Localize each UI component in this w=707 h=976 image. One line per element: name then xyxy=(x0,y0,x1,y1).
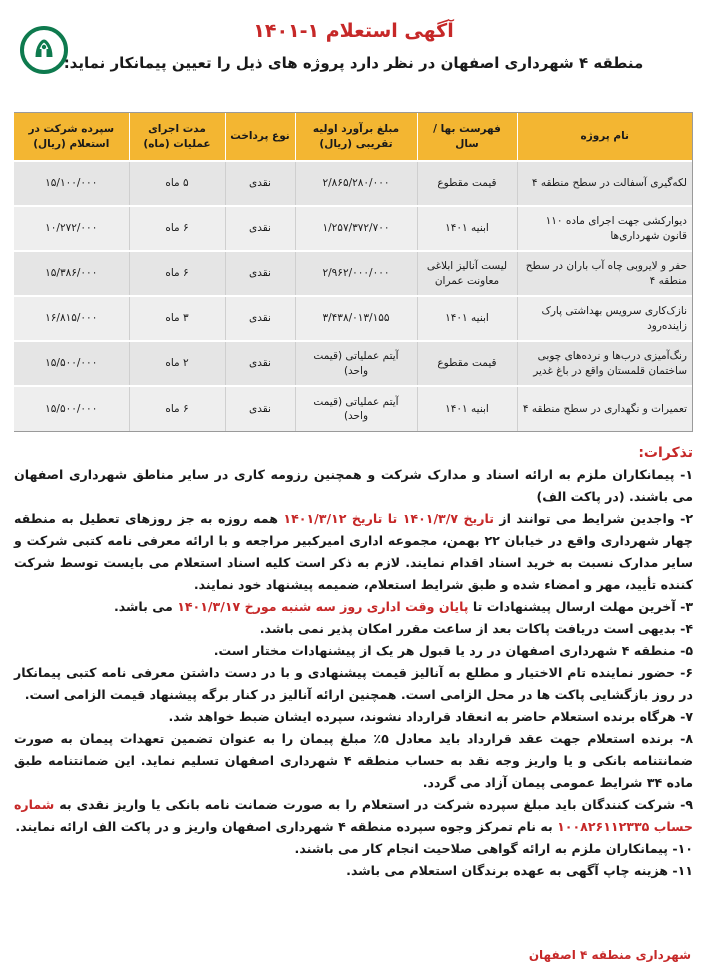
cell-payment: نقدی xyxy=(225,251,295,296)
cell-payment: نقدی xyxy=(225,206,295,251)
note-10: ۱۰- پیمانکاران ملزم به ارائه گواهی صلاحیت انجام کار می باشند. xyxy=(294,841,693,856)
cell-project-name: حفر و لایروبی چاه آب باران در سطح منطقه ۴ xyxy=(517,251,692,296)
cell-price-list: ابنیه ۱۴۰۱ xyxy=(417,296,517,341)
note-11: ۱۱- هزینه چاپ آگهی به عهده برندگان استعلام می باشد. xyxy=(346,863,693,878)
note-4: ۴- بدیهی است دریافت پاکات بعد از ساعت مقرر امکان پذیر نمی باشد. xyxy=(259,621,693,636)
col-header-deposit: سپرده شرکت در استعلام (ریال) xyxy=(14,113,129,161)
cell-duration: ۶ ماه xyxy=(129,386,225,431)
cell-deposit: ۱۵/۵۰۰/۰۰۰ xyxy=(14,341,129,386)
notes-section xyxy=(14,442,693,882)
cell-deposit: ۱۵/۳۸۶/۰۰۰ xyxy=(14,251,129,296)
cell-estimate: ۳/۴۳۸/۰۱۳/۱۵۵ xyxy=(295,296,417,341)
cell-estimate: ۲/۸۶۵/۲۸۰/۰۰۰ xyxy=(295,161,417,206)
notice-title: آگهی استعلام ۱-۱۴۰۱ xyxy=(253,20,454,42)
municipality-logo-icon xyxy=(20,26,68,74)
table-row xyxy=(14,341,692,386)
note-3 xyxy=(14,596,693,618)
cell-duration: ۳ ماه xyxy=(129,296,225,341)
note-9-text-a: ۹- شرکت کنندگان باید مبلغ سپرده شرکت در استعلام را به صورت ضمانت نامه بانکی یا واریز نقدی به xyxy=(54,797,693,812)
table-row xyxy=(14,206,692,251)
cell-price-list: لیست آنالیز ابلاغی معاونت عمران xyxy=(417,251,517,296)
cell-deposit: ۱۵/۵۰۰/۰۰۰ xyxy=(14,386,129,431)
note-8: ۸- برنده استعلام جهت عقد قرارداد باید معادل ۵٪ مبلغ پیمان را به عنوان تضمین تعهدات پیمان به صورت ضمانتنامه بانکی و یا واریز وجه نقد به حساب منطقه ۴ شهرداری اصفهان تسلیم نماید. این ضمانتنامه طبق ماده ۳۴ شرایط عمومی پیمان آزاد می گردد. xyxy=(14,731,693,790)
cell-project-name: رنگ‌آمیزی درب‌ها و نرده‌های چوبی ساختمان قلمستان واقع در باغ غدیر xyxy=(517,341,692,386)
cell-payment: نقدی xyxy=(225,386,295,431)
col-header-price-list: فهرست بها / سال xyxy=(417,113,517,161)
footer-signature: شهرداری منطقه ۴ اصفهان xyxy=(528,948,691,962)
table-row xyxy=(14,161,692,206)
notice-subtitle: منطقه ۴ شهرداری اصفهان در نظر دارد پروژه های ذیل را تعیین پیمانکار نماید: xyxy=(63,54,644,72)
cell-project-name: لکه‌گیری آسفالت در سطح منطقه ۴ xyxy=(517,161,692,206)
cell-estimate: آیتم عملیاتی (قیمت واحد) xyxy=(295,341,417,386)
cell-estimate: آیتم عملیاتی (قیمت واحد) xyxy=(295,386,417,431)
cell-payment: نقدی xyxy=(225,161,295,206)
cell-project-name: نازک‌کاری سرویس بهداشتی پارک زاینده‌رود xyxy=(517,296,692,341)
note-9-account-number: شماره حساب ۱۰۰۸۲۶۱۱۲۳۳۵ xyxy=(14,797,693,834)
projects-table xyxy=(14,112,693,432)
cell-price-list: ابنیه ۱۴۰۱ xyxy=(417,206,517,251)
cell-estimate: ۲/۹۶۲/۰۰۰/۰۰۰ xyxy=(295,251,417,296)
table-header-row xyxy=(14,113,692,161)
cell-price-list: ابنیه ۱۴۰۱ xyxy=(417,386,517,431)
col-header-payment: نوع پرداخت xyxy=(225,113,295,161)
note-7: ۷- هرگاه برنده استعلام حاضر به انعقاد قرارداد نشوند، سپرده ایشان ضبط خواهد شد. xyxy=(168,709,693,724)
col-header-duration: مدت اجرای عملیات (ماه) xyxy=(129,113,225,161)
note-5: ۵- منطقه ۴ شهرداری اصفهان در رد یا قبول هر یک از پیشنهادات مختار است. xyxy=(213,643,693,658)
cell-duration: ۶ ماه xyxy=(129,206,225,251)
note-3-text-b: می باشد. xyxy=(113,599,178,614)
note-9 xyxy=(14,794,693,838)
table-row xyxy=(14,296,692,341)
table-row xyxy=(14,251,692,296)
note-2 xyxy=(14,508,693,596)
table-row xyxy=(14,386,692,431)
note-3-text-a: ۳- آخرین مهلت ارسال پیشنهادات تا xyxy=(468,599,693,614)
note-6: ۶- حضور نماینده تام الاختیار و مطلع به آنالیز قیمت پیشنهادی و با در دست داشتن معرفی نامه کتبی پیمانکار در روز بازگشایی پاکت ها در محل الزامی است. همچنین ارائه آنالیز در کنار برگه پیشنهاد قیمت الزامی است. xyxy=(14,665,693,702)
cell-payment: نقدی xyxy=(225,296,295,341)
cell-project-name: دیوارکشی جهت اجرای ماده ۱۱۰ قانون شهرداری‌ها xyxy=(517,206,692,251)
note-2-text-b: همه روزه به جز روزهای تعطیل به منطقه چهار شهرداری واقع در خیابان ۲۲ بهمن، مجموعه اداری امیرکبیر مراجعه و با ارائه معرفی نامه کتبی شرکت و سایر مدارک نسبت به خرید اسناد اقدام نمایند. لازم به ذکر است کلیه اسناد استعلام می بایست توسط شرکت کننده تأیید، مهر و امضاء شده و طبق شرایط استعلام، ضمیمه پیشنهاد خود نمایند. xyxy=(14,511,693,592)
note-1: ۱- پیمانکاران ملزم به ارائه اسناد و مدارک شرکت و همچنین رزومه کاری در سایر مناطق شهرداری اصفهان می باشند. (در پاکت الف) xyxy=(14,467,693,504)
cell-duration: ۵ ماه xyxy=(129,161,225,206)
cell-project-name: تعمیرات و نگهداری در سطح منطقه ۴ xyxy=(517,386,692,431)
note-2-text-a: ۲- واجدین شرایط می توانند از xyxy=(493,511,693,526)
cell-duration: ۲ ماه xyxy=(129,341,225,386)
cell-deposit: ۱۵/۱۰۰/۰۰۰ xyxy=(14,161,129,206)
cell-deposit: ۱۰/۲۷۲/۰۰۰ xyxy=(14,206,129,251)
note-3-deadline: پایان وقت اداری روز سه شنبه مورخ ۱۴۰۱/۳/۱۷ xyxy=(177,599,469,614)
cell-estimate: ۱/۲۵۷/۳۷۲/۷۰۰ xyxy=(295,206,417,251)
col-header-estimate: مبلغ برآورد اولیه تقریبی (ریال) xyxy=(295,113,417,161)
note-9-text-b: به نام تمرکز وجوه سپرده منطقه ۴ شهرداری اصفهان واریز و در پاکت الف ارائه نمایند. xyxy=(15,819,558,834)
cell-payment: نقدی xyxy=(225,341,295,386)
notice-header xyxy=(14,20,693,112)
cell-price-list: قیمت مقطوع xyxy=(417,161,517,206)
cell-price-list: قیمت مقطوع xyxy=(417,341,517,386)
notes-title: تذکرات: xyxy=(638,445,693,461)
col-header-project-name: نام پروژه xyxy=(517,113,692,161)
note-2-dates: تاریخ ۱۴۰۱/۳/۷ تا تاریخ ۱۴۰۱/۳/۱۲ xyxy=(283,511,494,526)
cell-deposit: ۱۶/۸۱۵/۰۰۰ xyxy=(14,296,129,341)
cell-duration: ۶ ماه xyxy=(129,251,225,296)
